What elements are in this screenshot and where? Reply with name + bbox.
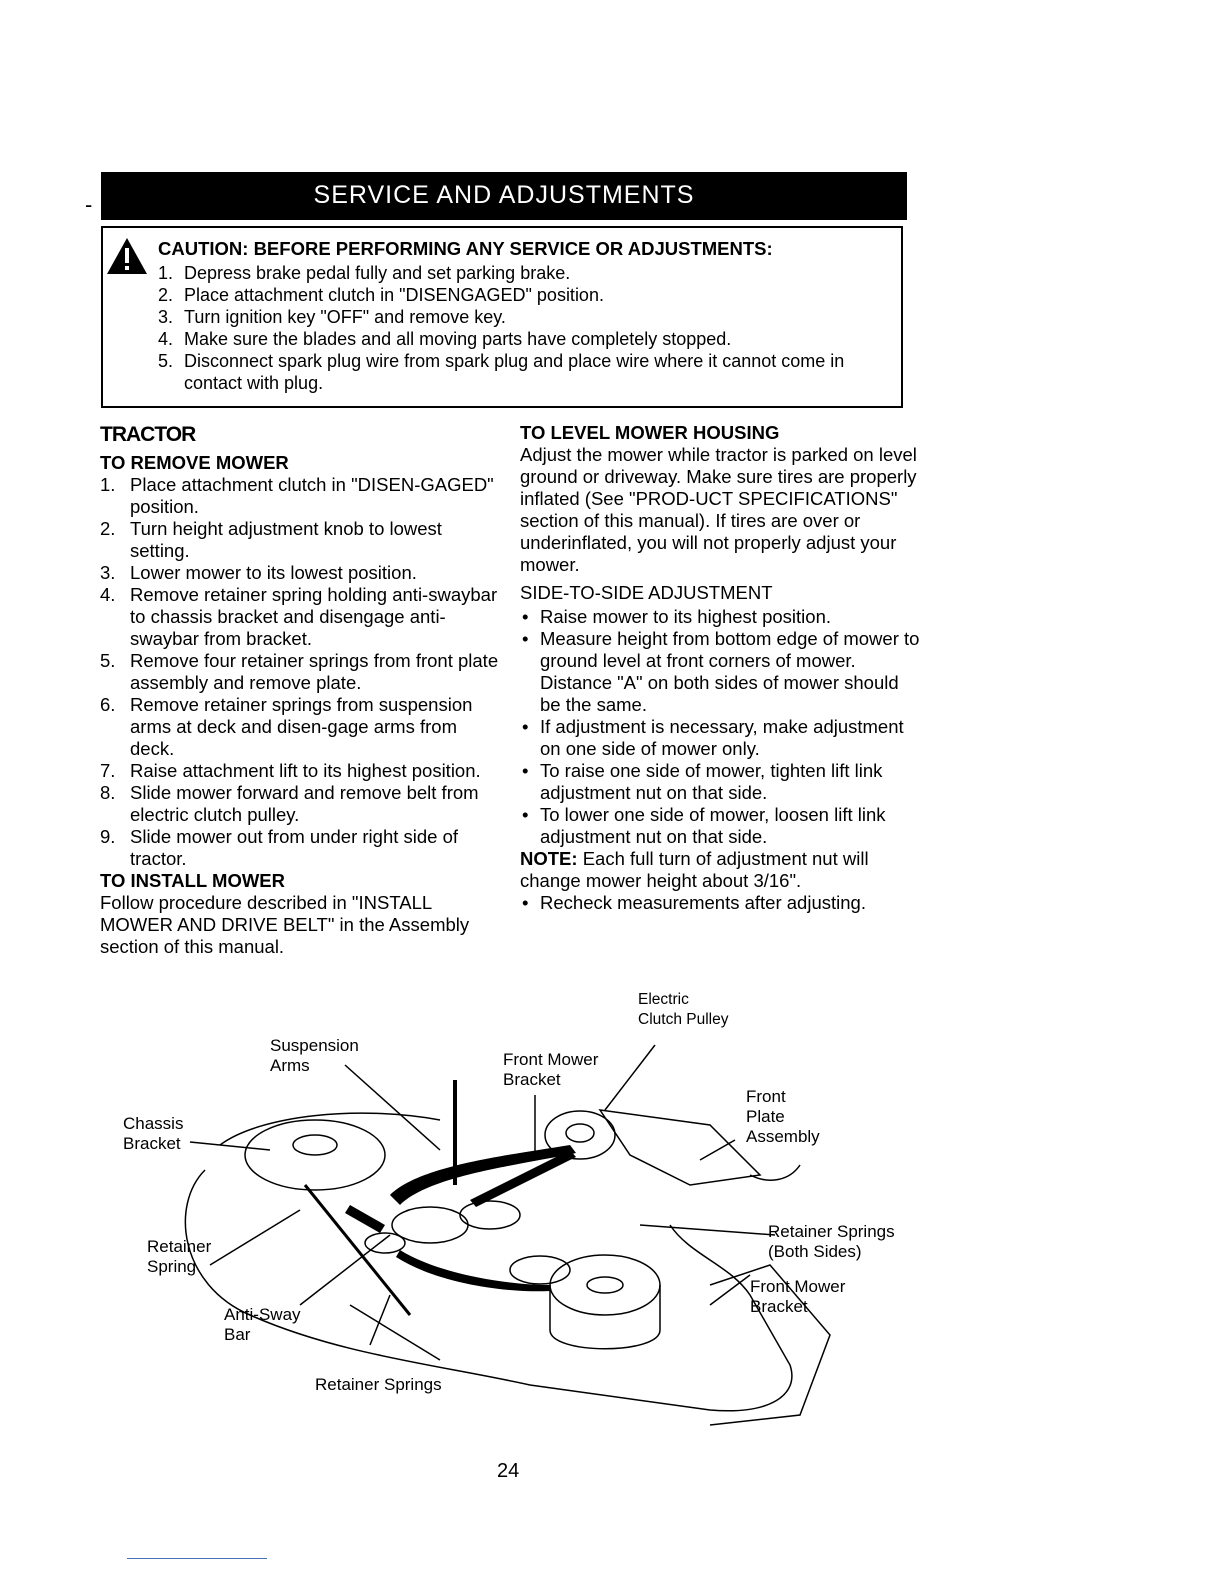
deck-outline: [185, 1170, 792, 1411]
label-front-mower-bracket-top: Front Mower Bracket: [503, 1050, 599, 1089]
label-front-plate-assembly: Front Plate Assembly: [746, 1087, 820, 1146]
bullet-item: • Measure height from bottom edge of mower to ground level at front corners of mower. Distance "A" on both sides of mower should be the same.: [520, 628, 920, 716]
bullet-item: • If adjustment is necessary, make adjustment on one side of mower only.: [520, 716, 920, 760]
remove-steps: [100, 474, 500, 870]
remove-step: 8. Slide mower forward and remove belt from electric clutch pulley.: [100, 782, 479, 825]
bottom-rule: [127, 1558, 267, 1559]
note-label: NOTE:: [520, 848, 578, 869]
caution-item: 1. Depress brake pedal fully and set parking brake.: [158, 263, 571, 283]
label-front-mower-bracket-right: Front Mower Bracket: [750, 1277, 846, 1316]
caution-item: 4. Make sure the blades and all moving parts have completely stopped.: [158, 329, 732, 349]
caution-box: [101, 226, 903, 408]
caution-list: [158, 262, 898, 394]
label-suspension-arms: Suspension Arms: [270, 1036, 359, 1075]
anti-sway-bar: [305, 1185, 410, 1315]
remove-step: 9. Slide mower out from under right side of tractor.: [100, 826, 459, 869]
front-plate: [600, 1110, 760, 1185]
install-mower-heading: TO INSTALL MOWER: [100, 870, 285, 891]
warning-triangle-icon: [105, 236, 149, 276]
page-number: 24: [497, 1460, 520, 1482]
label-chassis-bracket: Chassis Bracket: [123, 1114, 184, 1153]
final-bullet: [520, 892, 920, 914]
center-pulley-left: [392, 1207, 468, 1243]
section-banner: SERVICE AND ADJUSTMENTS: [101, 172, 907, 220]
idler-pulley: [510, 1256, 570, 1284]
remove-step: 5. Remove four retainer springs from front plate assembly and remove plate.: [100, 650, 499, 693]
remove-step: 2. Turn height adjustment knob to lowest setting.: [100, 518, 442, 561]
remove-step: 1. Place attachment clutch in "DISEN-GAGED" position.: [100, 474, 494, 517]
level-text: Adjust the mower while tractor is parked on level ground or driveway. Make sure tires are properly inflated (See "PROD-UCT SPECIFICATIONS" section of this manual). If tires are over or underinflated, you will not properly adjust your mower.: [520, 444, 917, 575]
tractor-heading: TRACTOR: [100, 423, 196, 446]
bullet-item: • To raise one side of mower, tighten lift link adjustment nut on that side.: [520, 760, 920, 804]
remove-step: 4. Remove retainer spring holding anti-swaybar to chassis bracket and disengage anti-swaybar from bracket.: [100, 584, 498, 649]
note-text: Each full turn of adjustment nut will change mower height about 3/16".: [520, 848, 869, 891]
label-retainer-springs-bottom: Retainer Springs: [315, 1375, 442, 1394]
label-retainer-springs-both-sides: Retainer Springs (Both Sides): [768, 1222, 895, 1261]
left-column: [100, 424, 500, 958]
bullet-item: • To lower one side of mower, loosen lift link adjustment nut on that side.: [520, 804, 920, 848]
bullet-item: • Raise mower to its highest position.: [520, 606, 920, 628]
label-electric-clutch-pulley: Electric Clutch Pulley: [638, 991, 729, 1028]
side-to-side-heading: SIDE-TO-SIDE ADJUSTMENT: [520, 582, 773, 603]
bullet-item: • Recheck measurements after adjusting.: [520, 892, 920, 914]
remove-mower-heading: TO REMOVE MOWER: [100, 452, 289, 473]
remove-step: 3. Lower mower to its lowest position.: [100, 562, 417, 583]
remove-step: 7. Raise attachment lift to its highest position.: [100, 760, 481, 781]
center-pulley-right: [460, 1201, 520, 1229]
stray-mark: -: [85, 192, 93, 217]
level-housing-heading: TO LEVEL MOWER HOUSING: [520, 422, 780, 443]
right-column: [520, 422, 920, 914]
side-bullets: [520, 606, 920, 848]
install-text: Follow procedure described in "INSTALL MOWER AND DRIVE BELT" in the Assembly section of this manual.: [100, 892, 470, 957]
caution-item: 5. Disconnect spark plug wire from spark plug and place wire where it cannot come in contact with plug.: [158, 351, 845, 393]
note: [520, 848, 920, 892]
label-retainer-spring: Retainer Spring: [147, 1237, 212, 1276]
caution-heading: CAUTION: BEFORE PERFORMING ANY SERVICE OR ADJUSTMENTS:: [158, 238, 773, 259]
remove-step: 6. Remove retainer springs from suspension arms at deck and disen-gage arms from deck.: [100, 694, 473, 759]
deck-rim: [220, 1113, 440, 1145]
caution-item: 3. Turn ignition key "OFF" and remove key.: [158, 307, 506, 327]
caution-item: 2. Place attachment clutch in "DISENGAGED" position.: [158, 285, 604, 305]
label-anti-sway-bar: Anti-Sway Bar: [224, 1305, 301, 1344]
